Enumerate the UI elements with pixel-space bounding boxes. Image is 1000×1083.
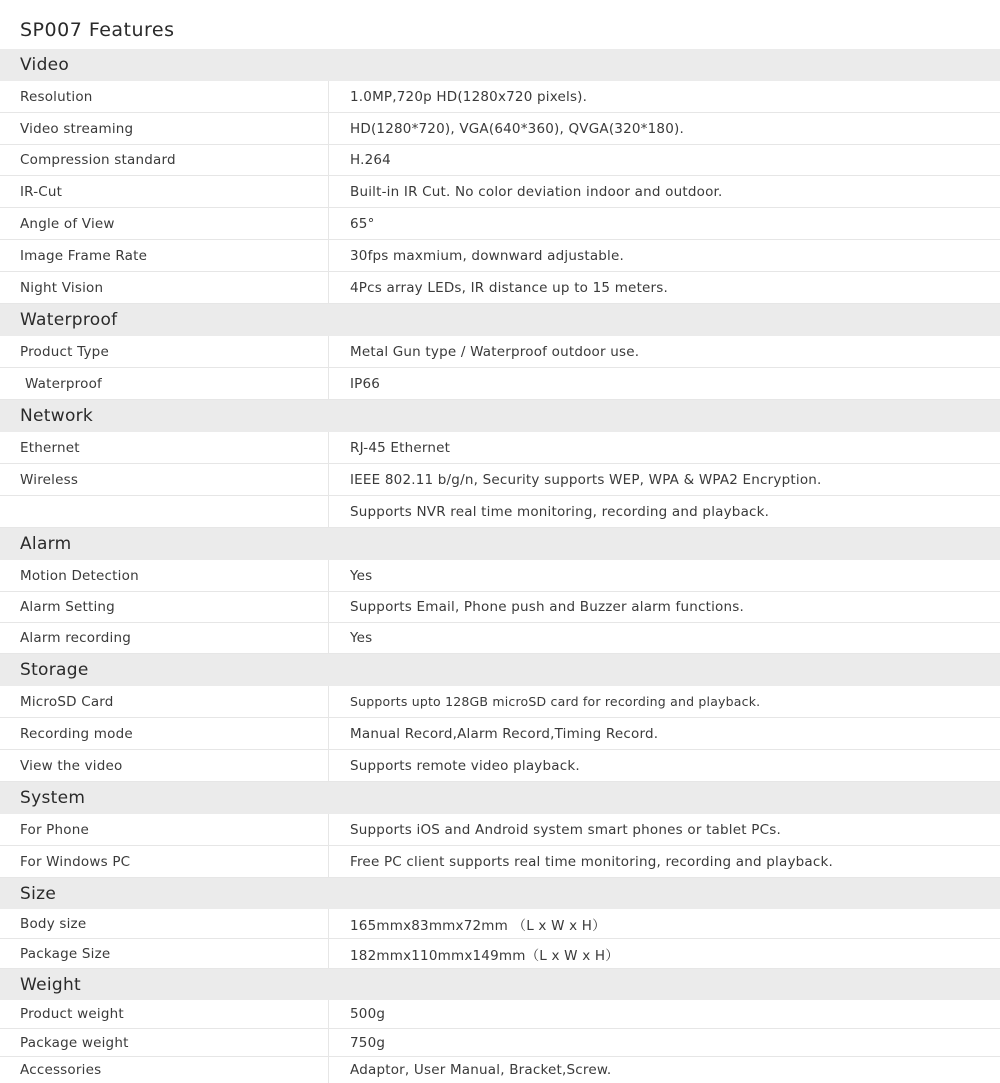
spec-label: Compression standard xyxy=(0,145,329,175)
section-header-waterproof: Waterproof xyxy=(0,304,1000,336)
table-row xyxy=(0,145,1000,176)
spec-value: Supports Email, Phone push and Buzzer alarm functions. xyxy=(350,599,744,615)
table-row xyxy=(0,240,1000,272)
spec-value: Yes xyxy=(350,630,373,646)
spec-value: Adaptor, User Manual, Bracket,Screw. xyxy=(350,1062,612,1078)
spec-label xyxy=(0,496,329,527)
spec-value: 165mmx83mmx72mm （L x W x H） xyxy=(350,917,606,934)
spec-label: View the video xyxy=(0,750,329,781)
table-row xyxy=(0,176,1000,208)
spec-value: 65° xyxy=(350,215,375,232)
table-row xyxy=(0,750,1000,782)
spec-value: Yes xyxy=(350,567,373,584)
table-row xyxy=(0,814,1000,846)
spec-value: 1.0MP,720p HD(1280x720 pixels). xyxy=(350,88,588,105)
spec-label: IR-Cut xyxy=(0,176,329,207)
table-row xyxy=(0,81,1000,113)
spec-value: 4Pcs array LEDs, IR distance up to 15 meters. xyxy=(350,279,669,296)
spec-label: Alarm Setting xyxy=(0,592,329,622)
page-title: SP007 Features xyxy=(20,19,175,41)
spec-label: Ethernet xyxy=(0,432,329,463)
section-header-storage: Storage xyxy=(0,654,1000,686)
spec-value: H.264 xyxy=(350,152,391,168)
spec-label: For Phone xyxy=(0,814,329,845)
spec-value: 30fps maxmium, downward adjustable. xyxy=(350,247,625,264)
table-row xyxy=(0,560,1000,592)
table-row xyxy=(0,909,1000,939)
spec-label: Accessories xyxy=(0,1057,329,1083)
section-header-video: Video xyxy=(0,49,1000,81)
spec-label: Product weight xyxy=(0,1000,329,1028)
table-row xyxy=(0,464,1000,496)
table-row xyxy=(0,496,1000,528)
section-header-size: Size xyxy=(0,878,1000,909)
spec-label: Video streaming xyxy=(0,113,329,144)
table-row xyxy=(0,623,1000,654)
table-row xyxy=(0,368,1000,400)
table-row xyxy=(0,272,1000,304)
spec-label: Package Size xyxy=(0,939,329,968)
spec-value: Free PC client supports real time monitoring, recording and playback. xyxy=(350,853,834,870)
spec-value: Supports upto 128GB microSD card for recording and playback. xyxy=(350,694,761,709)
spec-label: Night Vision xyxy=(0,272,329,303)
spec-value: Supports iOS and Android system smart phones or tablet PCs. xyxy=(350,821,781,838)
spec-label xyxy=(0,368,329,399)
section-header-alarm: Alarm xyxy=(0,528,1000,560)
spec-label: Package weight xyxy=(0,1029,329,1056)
spec-label: Alarm recording xyxy=(0,623,329,653)
spec-label: For Windows PC xyxy=(0,846,329,877)
spec-value: IP66 xyxy=(350,375,381,392)
table-row xyxy=(0,939,1000,969)
table-row xyxy=(0,1029,1000,1057)
spec-value: Supports NVR real time monitoring, recording and playback. xyxy=(350,503,770,520)
spec-value: HD(1280*720), VGA(640*360), QVGA(320*180). xyxy=(350,120,684,137)
table-row xyxy=(0,113,1000,145)
spec-label: Motion Detection xyxy=(0,560,329,591)
table-row xyxy=(0,718,1000,750)
table-row xyxy=(0,336,1000,368)
spec-label: Recording mode xyxy=(0,718,329,749)
spec-value: Metal Gun type / Waterproof outdoor use. xyxy=(350,343,640,360)
table-row xyxy=(0,208,1000,240)
spec-label-text: Waterproof xyxy=(25,375,103,392)
table-row xyxy=(0,1000,1000,1029)
spec-table xyxy=(0,49,1000,1083)
spec-value: Built-in IR Cut. No color deviation indoor and outdoor. xyxy=(350,183,723,200)
spec-label: Wireless xyxy=(0,464,329,495)
section-header-weight: Weight xyxy=(0,969,1000,1000)
spec-value: Manual Record,Alarm Record,Timing Record. xyxy=(350,725,659,742)
spec-value: 182mmx110mmx149mm（L x W x H） xyxy=(350,947,619,964)
spec-value: IEEE 802.11 b/g/n, Security supports WEP, WPA & WPA2 Encryption. xyxy=(350,471,822,488)
table-row xyxy=(0,686,1000,718)
spec-label: Angle of View xyxy=(0,208,329,239)
spec-value: RJ-45 Ethernet xyxy=(350,439,451,456)
section-header-system: System xyxy=(0,782,1000,814)
spec-label: MicroSD Card xyxy=(0,686,329,717)
section-header-network: Network xyxy=(0,400,1000,432)
spec-label: Resolution xyxy=(0,81,329,112)
spec-label: Image Frame Rate xyxy=(0,240,329,271)
spec-label: Body size xyxy=(0,909,329,938)
spec-value: 500g xyxy=(350,1006,386,1022)
table-row xyxy=(0,846,1000,878)
table-row xyxy=(0,1057,1000,1083)
table-row xyxy=(0,592,1000,623)
table-row xyxy=(0,432,1000,464)
spec-value: 750g xyxy=(350,1034,386,1051)
spec-value: Supports remote video playback. xyxy=(350,757,580,774)
spec-label: Product Type xyxy=(0,336,329,367)
